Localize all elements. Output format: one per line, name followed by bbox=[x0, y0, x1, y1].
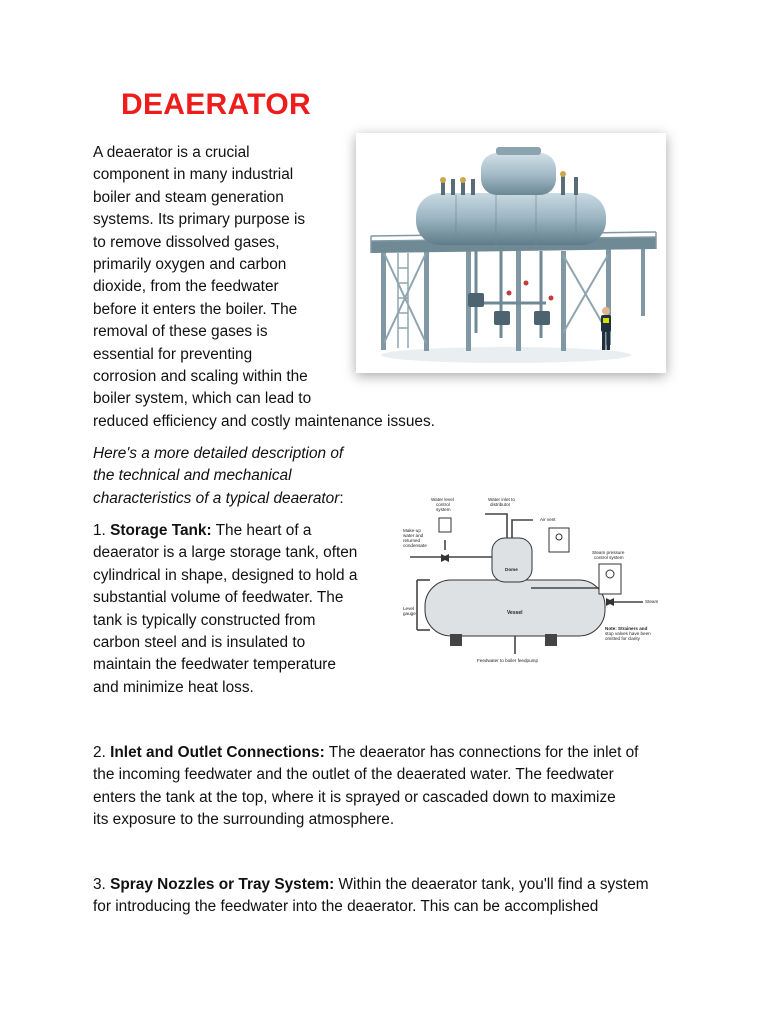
spray-paragraph bbox=[93, 874, 693, 919]
page-title: DEAERATOR bbox=[121, 88, 311, 121]
intro-line: dioxide, from the feedwater bbox=[93, 278, 279, 296]
connections-heading: Inlet and Outlet Connections: bbox=[110, 744, 325, 761]
storage-line: deaerator is a large storage tank, often bbox=[93, 544, 358, 562]
spray-text: Within the deaerator tank, you'll find a system bbox=[334, 876, 649, 893]
label-makeup: condensate bbox=[403, 543, 427, 548]
intro-line: systems. Its primary purpose is bbox=[93, 211, 306, 229]
list-number: 3. bbox=[93, 876, 111, 893]
connections-text: The deaerator has connections for the inlet of bbox=[324, 744, 639, 761]
detail-line: Here's a more detailed description of bbox=[93, 445, 344, 462]
label-note: omitted for clarity bbox=[605, 636, 640, 641]
intro-line: A deaerator is a crucial bbox=[93, 144, 250, 161]
detail-intro-paragraph bbox=[93, 443, 383, 510]
storage-line: tank is typically constructed from bbox=[93, 611, 316, 629]
label-water-inlet: Water inlet to bbox=[488, 497, 515, 502]
list-number: 1. bbox=[93, 522, 111, 539]
connections-paragraph bbox=[93, 742, 683, 832]
intro-line: reduced efficiency and costly maintenance issues. bbox=[93, 412, 435, 430]
connections-first-line bbox=[93, 742, 683, 764]
storage-text: The heart of a bbox=[211, 522, 312, 539]
list-number: 2. bbox=[93, 744, 111, 761]
detail-line: the technical and mechanical bbox=[93, 467, 292, 485]
label-level-gauge: gauge bbox=[403, 611, 416, 616]
intro-line: boiler and steam generation bbox=[93, 188, 284, 206]
label-dome: Dome bbox=[505, 567, 518, 572]
connections-line: its exposure to the surrounding atmosphere. bbox=[93, 811, 395, 829]
intro-line: primarily oxygen and carbon bbox=[93, 256, 287, 274]
storage-line: carbon steel and is insulated to bbox=[93, 634, 306, 652]
label-water-level: control bbox=[436, 502, 450, 507]
label-note: Note: Strainers and bbox=[605, 626, 648, 631]
label-vessel: Vessel bbox=[507, 610, 523, 616]
detail-line-text: characteristics of a typical deaerator bbox=[93, 489, 340, 507]
deaerator-schematic-icon bbox=[395, 492, 675, 667]
intro-line: corrosion and scaling within the bbox=[93, 368, 308, 386]
intro-line: before it enters the boiler. The bbox=[93, 300, 298, 318]
deaerator-diagram bbox=[395, 492, 675, 667]
label-makeup: water and bbox=[403, 533, 424, 538]
label-steam-pressure: Steam pressure bbox=[592, 550, 625, 555]
spray-line: for introducing the feedwater into the deaerator. This can be accomplished bbox=[93, 898, 599, 916]
intro-line: boiler system, which can lead to bbox=[93, 390, 312, 408]
spray-first-line bbox=[93, 874, 693, 896]
label-water-level: system bbox=[436, 507, 451, 512]
storage-line: cylindrical in shape, designed to hold a bbox=[93, 566, 358, 584]
storage-line: maintain the feedwater temperature bbox=[93, 656, 336, 674]
label-water-inlet: distributor bbox=[490, 502, 511, 507]
deaerator-photo-icon bbox=[356, 133, 666, 373]
label-note: stop valves have been bbox=[605, 631, 651, 636]
detail-suffix: : bbox=[339, 489, 344, 507]
connections-line: enters the tank at the top, where it is sprayed or cascaded down to maximize bbox=[93, 788, 616, 806]
intro-line: essential for preventing bbox=[93, 345, 253, 363]
storage-first-line bbox=[93, 520, 383, 542]
storage-tank-paragraph bbox=[93, 520, 383, 699]
intro-line: component in many industrial bbox=[93, 166, 294, 184]
detail-line bbox=[93, 488, 383, 510]
storage-line: and minimize heat loss. bbox=[93, 678, 254, 696]
label-steam-pressure: control system bbox=[594, 555, 624, 560]
label-makeup: Make-up bbox=[403, 528, 421, 533]
label-feedwater: Feedwater to boiler feedpump bbox=[477, 658, 539, 663]
intro-line: removal of these gases is bbox=[93, 323, 268, 341]
storage-tank-heading: Storage Tank: bbox=[110, 522, 212, 539]
connections-line: the incoming feedwater and the outlet of the deaerated water. The feedwater bbox=[93, 766, 614, 784]
label-water-level: Water level bbox=[431, 497, 454, 502]
label-makeup: returned bbox=[403, 538, 421, 543]
label-steam: Steam bbox=[645, 599, 659, 604]
deaerator-photo bbox=[356, 133, 666, 373]
spray-heading: Spray Nozzles or Tray System: bbox=[110, 876, 335, 893]
storage-line: substantial volume of feedwater. The bbox=[93, 589, 344, 607]
label-level-gauge: Level bbox=[403, 606, 414, 611]
label-air-vent: Air vent bbox=[540, 517, 556, 522]
intro-line: to remove dissolved gases, bbox=[93, 233, 280, 251]
